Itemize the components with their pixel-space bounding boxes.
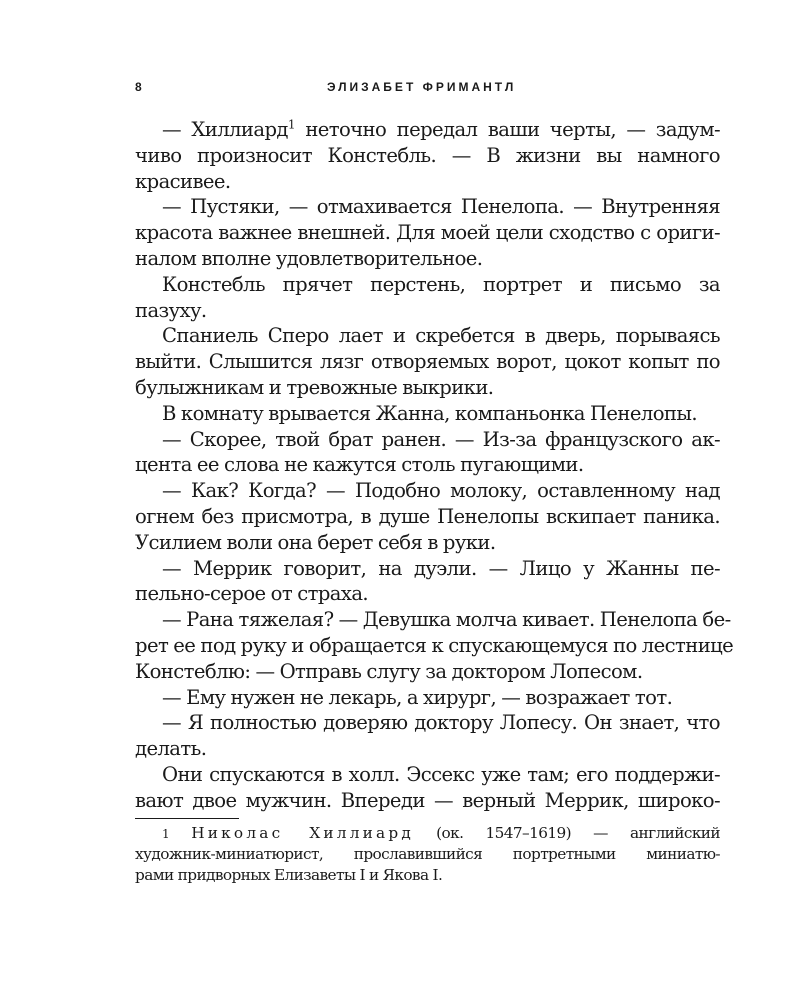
- text-line: Констеблю: — Отправь слугу за доктором Лопесом.: [135, 659, 643, 683]
- text-line: — Скорее, твой брат ранен. — Из-за французского ак-: [162, 427, 720, 451]
- text-line: выйти. Слышится лязг отворяемых ворот, цокот копыт по: [135, 350, 720, 374]
- page-number: 8: [135, 80, 142, 94]
- text-line: огнем без присмотра, в душе Пенелопы вскипает паника.: [135, 504, 720, 528]
- text-line: — Как? Когда? — Подобно молоку, оставленному над: [162, 479, 720, 503]
- footnote-line: художник-миниатюрист, прославившийся портретными миниатю-: [135, 845, 720, 863]
- text-line: — Рана тяжелая? — Девушка молча кивает. Пенелопа бе-: [162, 608, 731, 632]
- text-line: — Хиллиард$^1$ неточно передал ваши черты, — задум-: [162, 117, 720, 141]
- text-line: Спаниель Сперо лает и скребется в дверь, порываясь: [162, 324, 720, 348]
- text-line: налом вполне удовлетворительное.: [135, 246, 483, 270]
- text-line: Констебль прячет перстень, портрет и письмо за: [162, 272, 720, 296]
- body-text: [135, 117, 734, 814]
- text-line: пазуху.: [135, 298, 207, 322]
- footnote-reference[interactable]: 1: [287, 117, 295, 132]
- running-head-author: ЭЛИЗАБЕТ ФРИМАНТЛ: [327, 80, 517, 94]
- text-line: рет ее под руку и обращается к спускающемуся по лестнице: [135, 633, 734, 657]
- text-line: — Ему нужен не лекарь, а хирург, — возражает тот.: [162, 685, 673, 709]
- text-line: вают двое мужчин. Впереди — верный Меррик, широко-: [135, 788, 720, 812]
- footnote-mark: 1: [162, 827, 170, 841]
- text-line: Усилием воли она берет себя в руки.: [135, 530, 496, 554]
- text-line: — Пустяки, — отмахивается Пенелопа. — Внутренняя: [162, 195, 720, 219]
- footnote-person-name: Николас Хиллиард: [191, 824, 414, 842]
- footnote-line: рами придворных Елизаветы I и Якова I.: [135, 866, 443, 884]
- text-line: цента ее слова не кажутся столь пугающими.: [135, 453, 584, 477]
- text-line: чиво произносит Констебль. — В жизни вы намного: [135, 143, 720, 167]
- text-line: красота важнее внешней. Для моей цели сходство с ориги-: [135, 221, 720, 245]
- footnote-line: 1 Николас Хиллиард (ок. 1547–1619) — английский: [162, 824, 720, 842]
- text-line: — Меррик говорит, на дуэли. — Лицо у Жанны пе-: [162, 556, 720, 580]
- text-line: В комнату врывается Жанна, компаньонка Пенелопы.: [162, 401, 698, 425]
- text-line: булыжникам и тревожные выкрики.: [135, 375, 494, 399]
- text-line: пельно-серое от страха.: [135, 582, 369, 606]
- text-line: красивее.: [135, 169, 231, 193]
- page-header: [135, 80, 720, 100]
- footnote-separator: [135, 818, 239, 819]
- text-line: делать.: [135, 737, 207, 761]
- text-line: — Я полностью доверяю доктору Лопесу. Он знает, что: [162, 711, 720, 735]
- footnote: [135, 823, 720, 886]
- text-line: Они спускаются в холл. Эссекс уже там; его поддержи-: [162, 762, 720, 786]
